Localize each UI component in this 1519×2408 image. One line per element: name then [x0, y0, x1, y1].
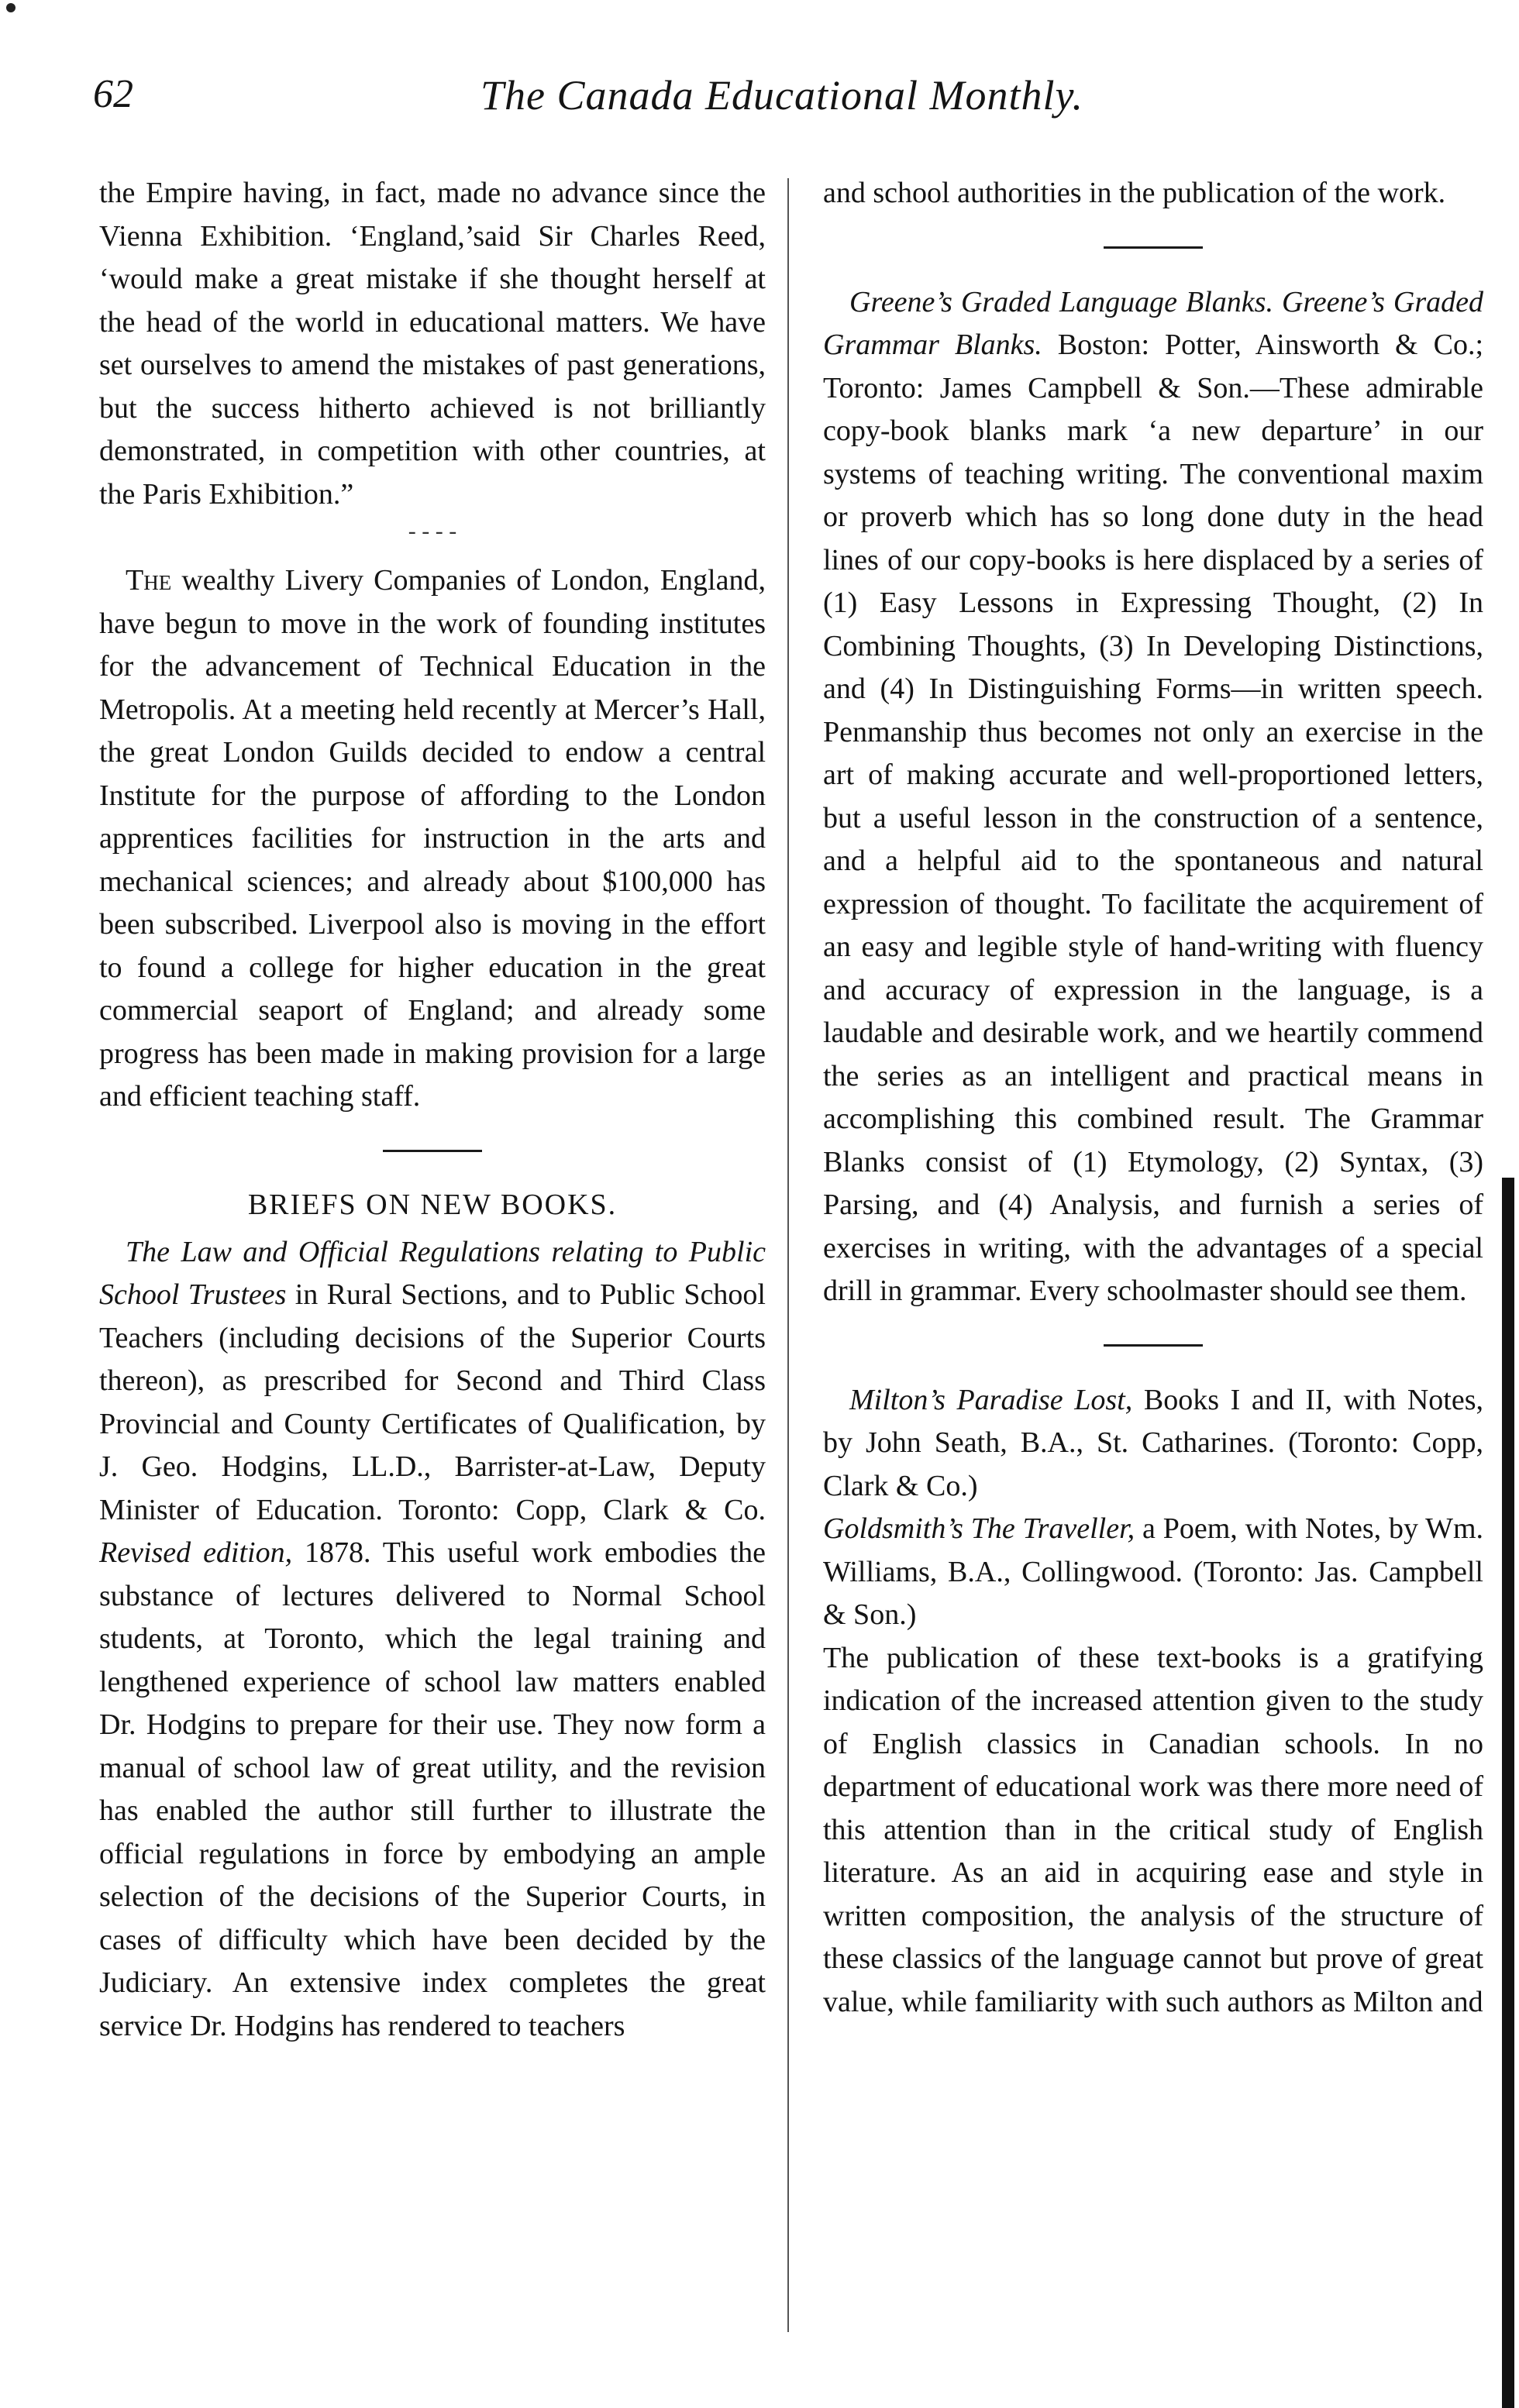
review-text: Boston: Potter, Ainsworth & Co.; Toronto: James Campbell & Son.—These admirable copy-book blanks mark ‘a new departure’ in our systems of teaching writing. The conventional maxim or proverb which has so long done duty in the head lines of our copy-books is here displaced by a series of (1) Easy Lessons in Expressing Thought, (2) In Combining Thoughts, (3) In Developing Distinctions, and (4) In Distinguishing Forms—in written speech. Penmanship thus becomes not only an exercise in the art of making accurate and well-proportioned letters, but a useful lesson in the construction of a sentence, and a helpful aid to the spontaneous and natural expression of thought. To facilitate the acquirement of an easy and legible style of hand-writing with fluency and accuracy of expression in the language, is a laudable and desirable work, and we heartily commend the series as an intelligent and practical means in accomplishing this combined result. The Grammar Blanks consist of (1) Etymology, (2) Syntax, (3) Parsing, and (4) Analysis, and furnish a series of exercises in writing, with the advantages of a special drill in grammar. Every schoolmaster should see them. — [823, 329, 1483, 1307]
review-text: 1878. This useful work embodies the substance of lectures delivered to Normal School students, at Toronto, which the legal training and lengthened experience of school law matters enabled Dr. Hodgins to prepare for their use. They now form a manual of school law of great utility, and the revision has enabled the author still further to illustrate the official regulations in force by embodying an ample selection of the decisions of the Superior Courts, in cases of difficulty which have been decided by the Judiciary. An extensive index completes the great service Dr. Hodgins has rendered to teachers — [99, 1536, 766, 2042]
paragraph-lead-word: The — [126, 564, 172, 597]
edition-note: Revised edition, — [99, 1536, 293, 1569]
review-paragraph-classics: The publication of these text-books is a gratifying indication of the increased attention given to the study of English classics in Canadian schools. In no department of educational work was there more need of this attention than in the critical study of English literature. As an aid in acquiring ease and style in written composition, the analysis of the structure of these classics of the language cannot but prove of great value, while familiarity with such authors as Milton and — [823, 1641, 1483, 2018]
page-edge-shadow — [1502, 1178, 1514, 2408]
column-divider — [787, 178, 789, 2332]
left-paragraph-2 — [99, 559, 766, 1119]
book-title: Greene’s Graded Language Blanks. Greene’s Graded Grammar Blanks. — [823, 285, 1483, 361]
section-heading: BRIEFS ON NEW BOOKS. — [247, 1188, 618, 1221]
entry-text: Books I and II, with Notes, by John Seath, B.A., St. Catharines. (Toronto: Copp, Clark & Co.) — [823, 1383, 1483, 1502]
section-separator — [1104, 246, 1203, 249]
book-entry-goldsmith — [823, 1508, 1483, 1637]
journal-title: The Canada Educational Monthly. — [480, 72, 1083, 119]
book-review-law — [99, 1231, 766, 2049]
book-review-greene — [823, 281, 1483, 1313]
running-head — [93, 71, 1472, 133]
right-paragraph-1: and school authorities in the publication of the work. — [823, 177, 1446, 209]
book-title: Milton’s Paradise Lost, — [849, 1383, 1133, 1416]
ink-dot — [6, 3, 16, 12]
review-text: in Rural Sections, and to Public School Teachers (including decisions of the Superior Courts thereon), as prescribed for Second and Third Class Provincial and County Certificates of Qualification, by J. Geo. Hodgins, LL.D., Barrister-at-Law, Deputy Minister of Education. Toronto: Copp, Clark & Co. — [99, 1278, 766, 1526]
section-separator — [1104, 1344, 1203, 1347]
book-entry-milton — [823, 1379, 1483, 1508]
page-number: 62 — [93, 72, 133, 116]
section-separator — [383, 1150, 482, 1152]
book-title: Goldsmith’s The Traveller, — [823, 1512, 1135, 1545]
dash-ornament: - - - - — [408, 518, 457, 544]
paragraph-text: wealthy Livery Companies of London, England, have begun to move in the work of founding institutes for the advancement of Technical Education in the Metropolis. At a meeting held recently at Mercer’s Hall, the great London Guilds decided to endow a central Institute for the purpose of affording to the London apprentices facilities for instruction in the arts and mechanical sciences; and already about $100,000 has been subscribed. Liverpool also is moving in the effort to found a college for higher education in the great commercial seaport of England; and already some progress has been made in making provision for a large and efficient teaching staff. — [99, 564, 766, 1113]
right-column — [823, 172, 1483, 2024]
entry-text: a Poem, with Notes, by Wm. Williams, B.A., Collingwood. (Toronto: Jas. Campbell & Son.) — [823, 1512, 1484, 1631]
left-column — [99, 172, 766, 2048]
book-title: The Law and Official Regulations relating to Public School Trustees — [99, 1235, 766, 1311]
left-paragraph-1: the Empire having, in fact, made no advance since the Vienna Exhibition. ‘England,’said Sir Charles Reed, ‘would make a great mistake if she thought herself at the head of the world in educational matters. We have set ourselves to amend the mistakes of past generations, but the success hitherto achieved is not brilliantly demonstrated, in competition with other countries, at the Paris Exhibition.” — [99, 177, 766, 511]
